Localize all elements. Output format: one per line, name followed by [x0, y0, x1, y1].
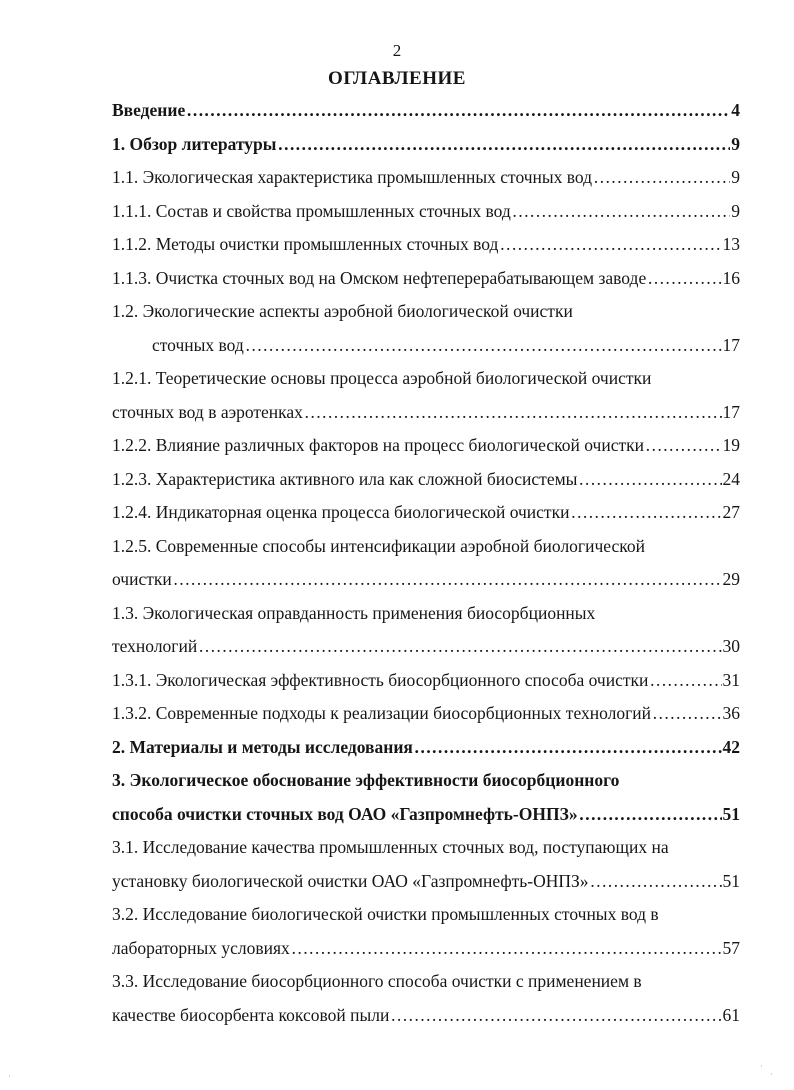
scan-speck: ·	[8, 1072, 11, 1081]
toc-entry	[112, 563, 740, 597]
toc-entry-text: 1.3.2. Современные подходы к реализации биосорбционных технологий	[112, 703, 652, 723]
toc-entry	[112, 228, 740, 262]
toc-leader-dots	[173, 563, 722, 597]
toc-leader-dots	[499, 228, 721, 262]
toc-entry	[112, 764, 740, 798]
toc-entry	[112, 630, 740, 664]
toc-entry	[112, 865, 740, 899]
toc-entry-text: лабораторных условиях	[112, 937, 290, 958]
toc-entry-text: очистки	[112, 569, 172, 589]
toc-leader-dots	[578, 463, 721, 497]
toc-entry	[112, 898, 740, 932]
toc-entry-text: 1.2.3. Характеристика активного ила как сложной биосистемы	[112, 468, 578, 489]
toc-entry-page: 51	[722, 803, 740, 824]
toc-leader-dots	[579, 798, 722, 832]
toc-entry-page: 17	[722, 401, 740, 422]
toc-entry-text: сточных вод в аэротенках	[112, 401, 303, 422]
toc-entry-page: 16	[722, 267, 740, 288]
toc-entry-text: технологий	[112, 636, 198, 656]
toc-entry-page: 4	[731, 100, 740, 120]
toc-leader-dots	[304, 396, 722, 430]
toc-entry	[112, 161, 740, 195]
toc-entry-text: 1.1. Экологическая характеристика промышленных сточных вод	[112, 167, 593, 187]
toc-leader-dots	[593, 161, 730, 195]
toc-entry	[112, 831, 740, 865]
toc-entry-text: 1.3. Экологическая оправданность применения биосорбционных	[112, 602, 596, 623]
toc-entry-page: 13	[722, 234, 740, 254]
toc-entry-page: 9	[731, 167, 740, 187]
toc-entry-text: установку биологической очистки ОАО «Газпромнефть-ОНПЗ»	[112, 870, 589, 891]
toc-entry-text: качестве биосорбента коксовой пыли	[112, 1004, 390, 1025]
toc-leader-dots	[245, 329, 722, 363]
toc-entry	[112, 965, 740, 999]
scan-speck: ·	[760, 1062, 763, 1071]
toc-leader-dots	[570, 496, 721, 530]
toc-entry	[112, 329, 740, 363]
toc-entry	[112, 429, 740, 463]
toc-leader-dots	[512, 195, 730, 229]
toc-entry-text: сточных вод	[152, 334, 244, 355]
toc-leader-dots	[414, 731, 722, 765]
toc-entry-text: 3.3. Исследование биосорбционного способа очистки с применением в	[112, 971, 642, 991]
toc-entry-page: 42	[722, 736, 740, 757]
toc-entry	[112, 195, 740, 229]
toc-entry	[112, 664, 740, 698]
toc-entry	[112, 295, 740, 329]
toc-entry-page: 9	[731, 200, 740, 221]
toc-entry-text: 1.1.2. Методы очистки промышленных сточных вод	[112, 234, 499, 254]
toc-title: ОГЛАВЛЕНИЕ	[328, 68, 466, 89]
page-number: 2	[392, 41, 402, 60]
toc-entry-text: 1.1.1. Состав и свойства промышленных сточных вод	[112, 200, 511, 221]
toc-entry-text: 1.2. Экологические аспекты аэробной биологической очистки	[112, 301, 573, 321]
toc-entry-page: 9	[731, 133, 740, 154]
toc-entry	[112, 731, 740, 765]
toc-entry-page: 57	[722, 937, 740, 958]
toc-entry-page: 36	[722, 703, 740, 723]
toc-leader-dots	[652, 697, 721, 731]
toc-leader-dots	[186, 94, 730, 128]
toc-leader-dots	[277, 128, 730, 162]
toc-leader-dots	[390, 999, 721, 1033]
toc-entry-page: 51	[722, 870, 740, 891]
scan-speck: ·	[770, 1070, 773, 1079]
toc-entry-page: 61	[722, 1004, 740, 1025]
toc-entry	[112, 496, 740, 530]
toc-entry-page: 19	[722, 435, 740, 455]
toc-entry	[112, 932, 740, 966]
toc-entry	[112, 94, 740, 128]
toc-entry-text: Введение	[112, 100, 186, 120]
toc-entry-text: 1.1.3. Очистка сточных вод на Омском нефтеперерабатывающем заводе	[112, 267, 647, 288]
toc-entry-page: 31	[722, 669, 740, 690]
toc-entry-page: 27	[722, 502, 740, 522]
toc-entry-text: 3.2. Исследование биологической очистки промышленных сточных вод в	[112, 904, 659, 924]
toc-entry-text: 3. Экологическое обоснование эффективности биосорбционного	[112, 770, 620, 790]
toc-leader-dots	[647, 262, 721, 296]
table-of-contents	[112, 94, 740, 1032]
toc-leader-dots	[291, 932, 722, 966]
toc-entry-text: 2. Материалы и методы исследования	[112, 736, 413, 757]
toc-entry-text: 3.1. Исследование качества промышленных сточных вод, поступающих на	[112, 837, 669, 857]
toc-entry-text: 1.2.4. Индикаторная оценка процесса биологической очистки	[112, 502, 570, 522]
toc-entry	[112, 530, 740, 564]
toc-entry-text: 1.2.2. Влияние различных факторов на процесс биологической очистки	[112, 435, 644, 455]
toc-leader-dots	[649, 664, 721, 698]
toc-leader-dots	[198, 630, 721, 664]
toc-entry-page: 30	[722, 636, 740, 656]
toc-leader-dots	[645, 429, 722, 463]
toc-entry	[112, 262, 740, 296]
toc-entry	[112, 999, 740, 1033]
toc-entry-page: 24	[722, 468, 740, 489]
toc-entry	[112, 597, 740, 631]
toc-entry-text: способа очистки сточных вод ОАО «Газпромнефть-ОНПЗ»	[112, 803, 578, 824]
toc-entry	[112, 697, 740, 731]
toc-entry	[112, 463, 740, 497]
toc-entry	[112, 396, 740, 430]
toc-entry	[112, 362, 740, 396]
toc-leader-dots	[590, 865, 722, 899]
toc-entry	[112, 798, 740, 832]
toc-entry-text: 1. Обзор литературы	[112, 133, 277, 154]
toc-entry-text: 1.2.5. Современные способы интенсификации аэробной биологической	[112, 535, 645, 556]
toc-entry-page: 29	[722, 569, 740, 589]
toc-entry-page: 17	[722, 334, 740, 355]
toc-entry-text: 1.2.1. Теоретические основы процесса аэробной биологической очистки	[112, 368, 652, 388]
toc-entry	[112, 128, 740, 162]
toc-entry-text: 1.3.1. Экологическая эффективность биосорбционного способа очистки	[112, 669, 649, 690]
